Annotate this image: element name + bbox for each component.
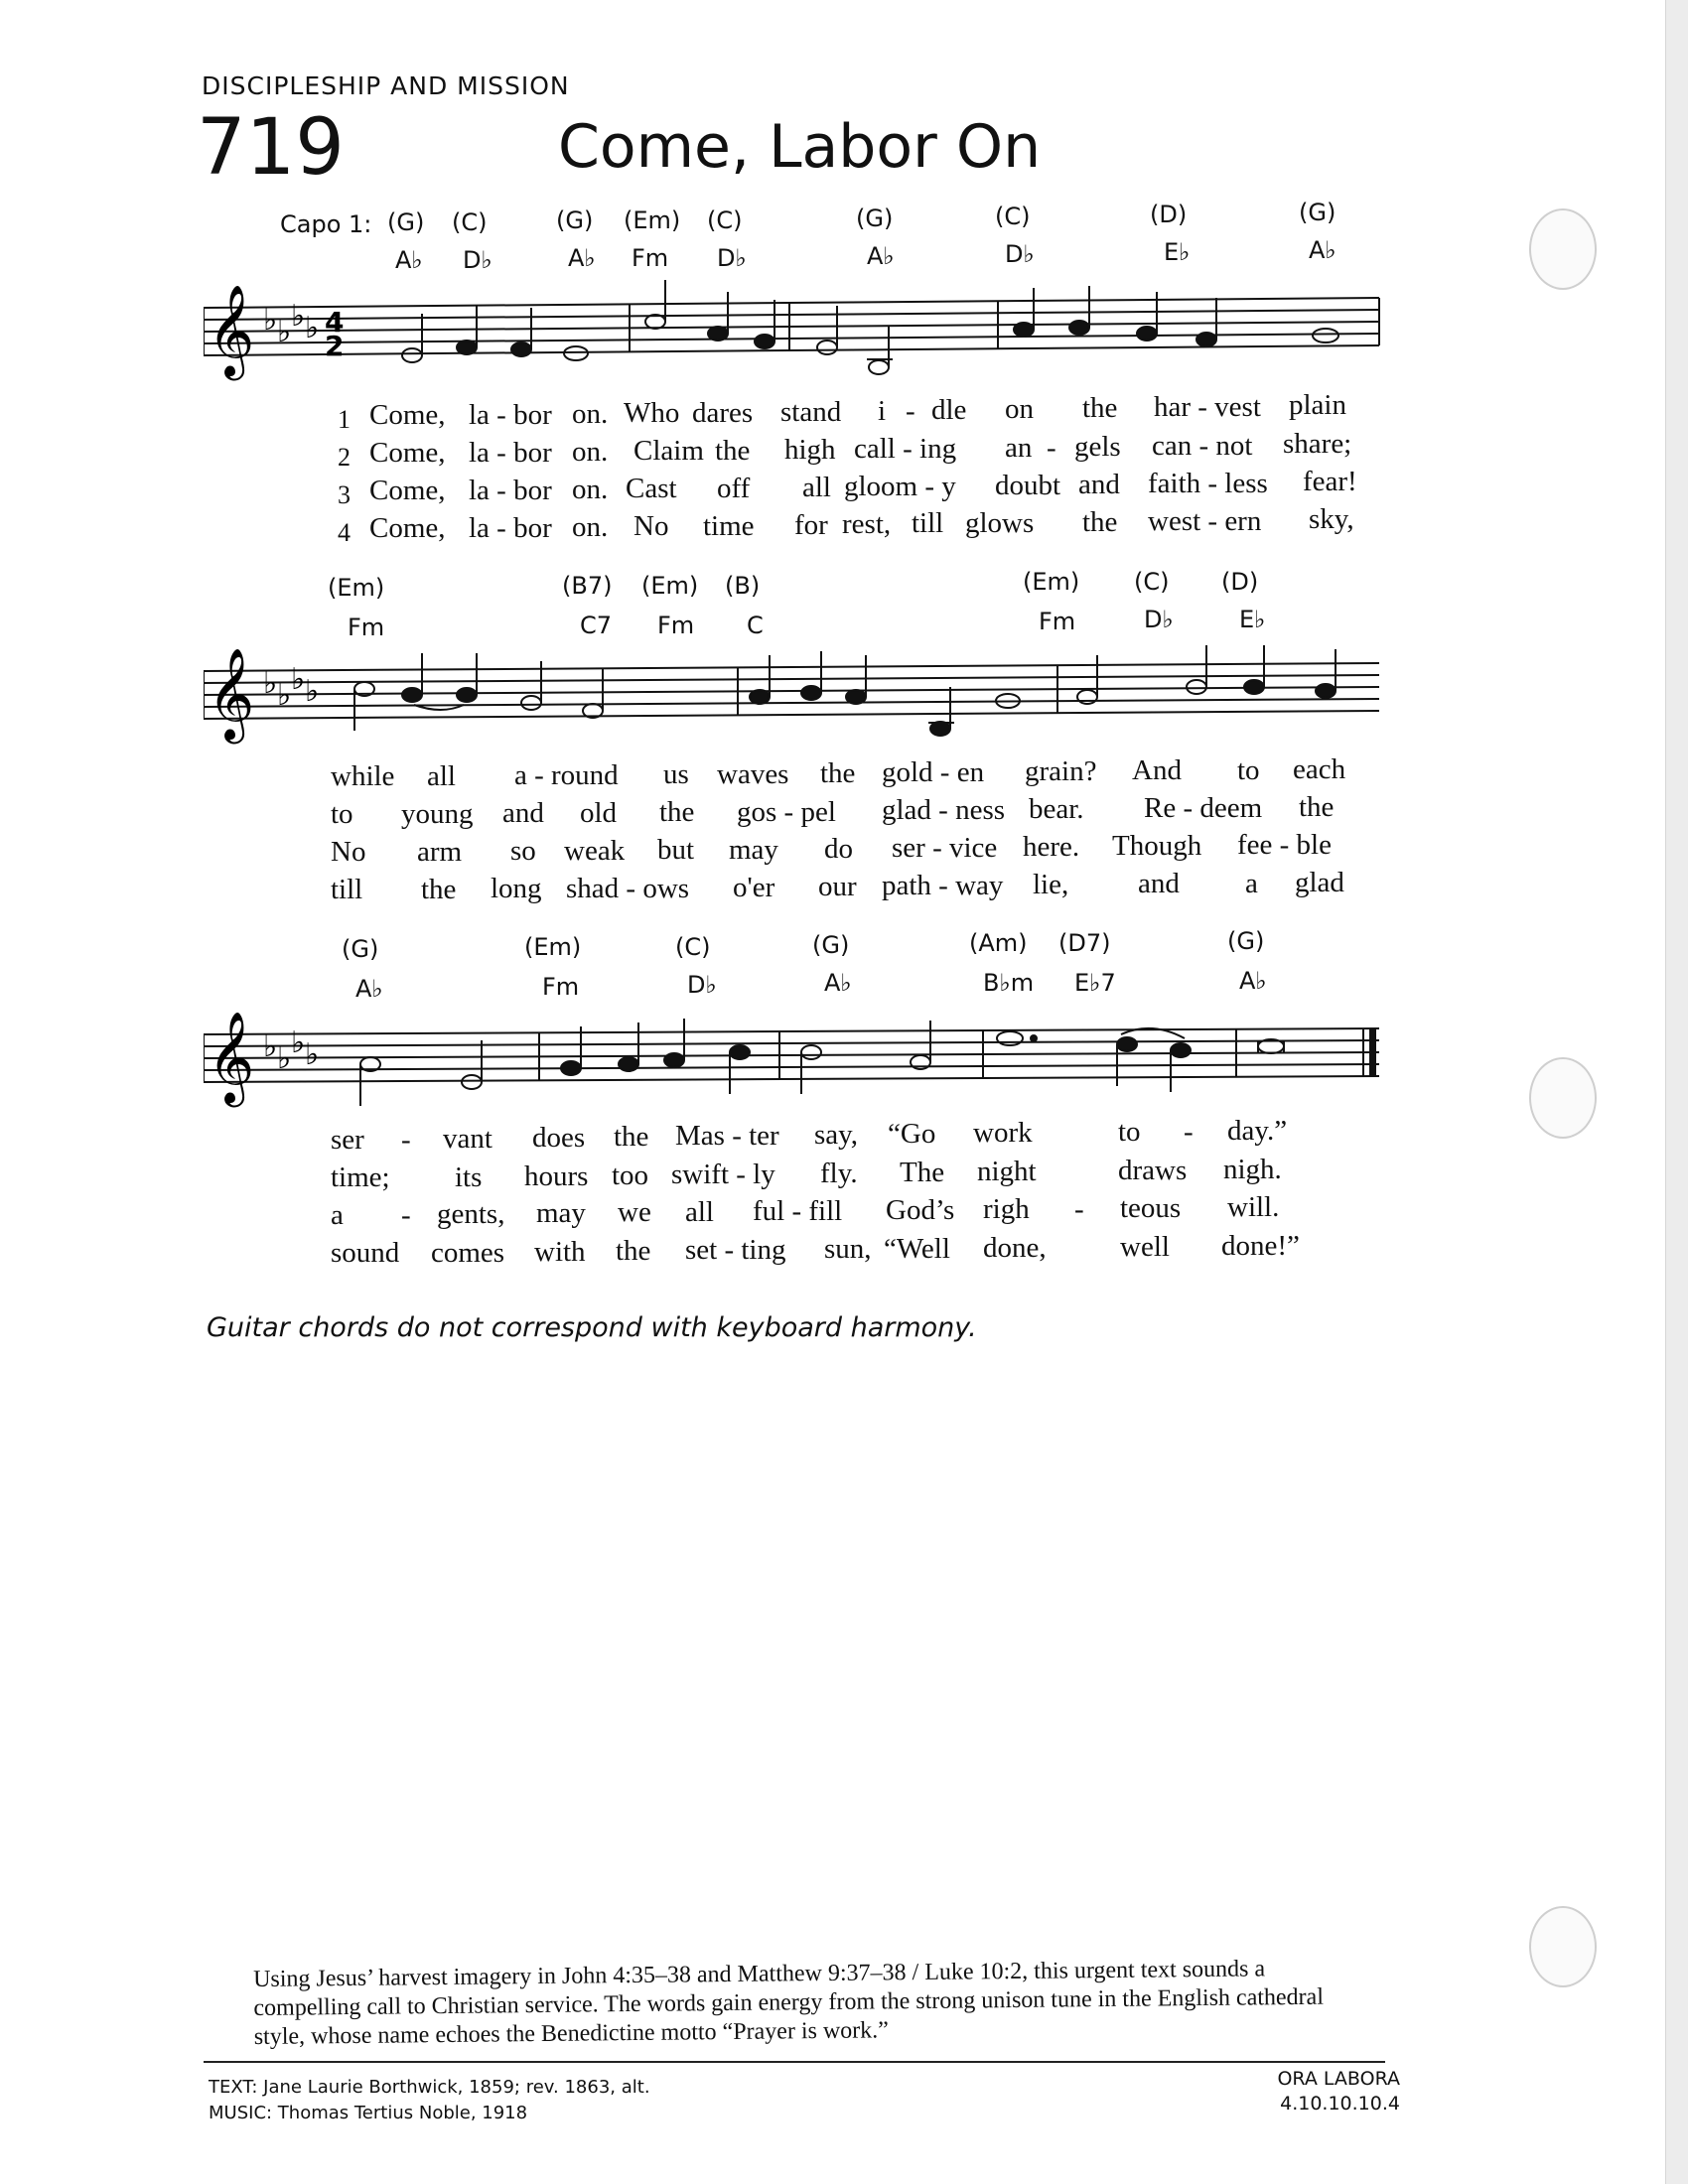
guitar-chord: (C) [1134, 568, 1170, 596]
lyric-syllable: Claim [633, 435, 704, 467]
lyric-syllable: a - round [514, 759, 619, 791]
lyric-syllable: all [427, 760, 456, 792]
lyric-syllable: la - bor [469, 475, 552, 506]
lyric-syllable: dle [931, 394, 967, 426]
lyric-syllable: young [401, 798, 474, 830]
lyric-syllable: the [659, 796, 695, 828]
keyboard-chord: A♭ [395, 246, 423, 274]
lyric-syllable: - [401, 1124, 411, 1156]
lyric-syllable: i [878, 395, 887, 427]
lyric-syllable: lie, [1033, 869, 1069, 900]
lyric-syllable: swift - ly [671, 1159, 775, 1190]
lyric-syllable: har - vest [1154, 391, 1261, 423]
lyric-syllable: nigh. [1223, 1154, 1282, 1185]
lyric-syllable: on. [572, 511, 609, 543]
lyric-syllable: may [536, 1197, 586, 1229]
keyboard-chord: D♭ [717, 244, 747, 272]
verse-number: 3 [338, 480, 351, 509]
lyric-syllable: the [421, 874, 457, 905]
lyric-syllable: doubt [995, 470, 1061, 501]
keyboard-chord: D♭ [1144, 606, 1174, 633]
svg-text:♭: ♭ [263, 666, 278, 701]
guitar-chord: (G) [856, 205, 894, 232]
lyric-syllable: ful - fill [753, 1195, 843, 1227]
lyric-syllable: time; [331, 1161, 390, 1193]
keyboard-chord: E♭7 [1074, 969, 1116, 997]
svg-text:♭: ♭ [291, 1025, 306, 1060]
svg-text:♭: ♭ [291, 299, 306, 334]
lyric-syllable: may [729, 834, 778, 866]
lyric-syllable: glad - ness [882, 794, 1006, 826]
music-staff-3 [204, 995, 1385, 1144]
svg-text:♭: ♭ [305, 311, 320, 345]
keyboard-chord: A♭ [867, 242, 895, 270]
lyric-syllable: we [618, 1196, 651, 1228]
keyboard-chord: E♭ [1239, 606, 1266, 633]
lyric-syllable: fee - ble [1237, 829, 1332, 861]
lyric-syllable: but [657, 834, 695, 866]
lyric-syllable: Re - deem [1144, 792, 1263, 824]
lyric-syllable: old [580, 797, 618, 829]
lyric-syllable: till [331, 874, 363, 905]
lyric-syllable: all [802, 472, 831, 503]
guitar-chord: (G) [812, 931, 850, 959]
keyboard-chord: Fm [1039, 608, 1076, 635]
lyric-syllable: here. [1023, 831, 1080, 863]
lyric-syllable: and [1138, 868, 1180, 899]
lyric-syllable: our [818, 871, 857, 902]
keyboard-chord: A♭ [1309, 236, 1336, 264]
lyric-syllable: shad - ows [566, 873, 690, 904]
lyric-syllable: - [906, 395, 915, 427]
lyric-syllable: weak [564, 835, 626, 867]
svg-text:♭: ♭ [263, 303, 278, 338]
guitar-chord: (B7) [562, 572, 613, 600]
hymn-number: 719 [197, 103, 345, 193]
lyric-syllable: Come, [369, 512, 446, 544]
lyric-syllable: Come, [369, 437, 446, 469]
guitar-chord: (Em) [328, 574, 385, 602]
lyric-syllable: the [820, 757, 856, 789]
lyric-syllable: gold - en [882, 756, 985, 788]
lyric-syllable: a [331, 1199, 344, 1231]
guitar-chord: (G) [556, 206, 594, 234]
lyric-syllable: the [1082, 392, 1118, 424]
tune-name: ORA LABORA [1277, 2068, 1400, 2090]
guitar-chord: (Em) [624, 206, 681, 234]
lyric-syllable: righ [983, 1193, 1030, 1225]
keyboard-chord: C [747, 612, 764, 639]
lyric-syllable: No [331, 836, 366, 868]
lyric-syllable: to [1118, 1116, 1141, 1148]
lyric-syllable: the [614, 1121, 649, 1153]
verse-number: 1 [338, 405, 351, 434]
lyric-syllable: a [1245, 868, 1258, 899]
keyboard-chord: D♭ [1005, 240, 1035, 268]
svg-text:2: 2 [325, 330, 345, 362]
lyric-syllable: while [331, 760, 395, 792]
lyric-syllable: la - bor [469, 399, 552, 431]
guitar-chord: (Em) [524, 933, 582, 961]
guitar-chord: (C) [452, 208, 488, 236]
lyric-syllable: done, [983, 1232, 1047, 1264]
lyric-syllable: night [977, 1156, 1037, 1187]
capo-label: Capo 1: [280, 210, 372, 238]
lyric-syllable: set - ting [685, 1234, 786, 1266]
lyric-syllable: each [1293, 753, 1346, 785]
lyric-syllable: glad [1295, 867, 1344, 898]
binder-hole-top [1529, 208, 1597, 290]
guitar-chord: (B) [725, 572, 761, 600]
lyric-syllable: work [973, 1117, 1033, 1149]
lyric-syllable: us [663, 758, 689, 790]
guitar-chord: (C) [995, 203, 1031, 230]
lyric-syllable: all [685, 1196, 714, 1228]
svg-text:♭: ♭ [277, 1041, 292, 1076]
guitar-chord: (D) [1221, 568, 1259, 596]
verse-number: 4 [338, 518, 351, 547]
keyboard-chord: A♭ [1239, 967, 1267, 995]
verse-number: 2 [338, 443, 351, 472]
lyric-syllable: gloom - y [844, 471, 956, 502]
lyric-syllable: does [532, 1122, 586, 1154]
lyric-syllable: plain [1289, 389, 1346, 421]
lyric-syllable: its [455, 1161, 483, 1193]
svg-text:4: 4 [325, 306, 345, 339]
lyric-syllable: do [824, 833, 853, 865]
lyric-syllable: day.” [1227, 1115, 1288, 1147]
lyric-syllable: sky, [1309, 503, 1354, 535]
lyric-syllable: - [1184, 1116, 1194, 1148]
svg-text:♭: ♭ [305, 674, 320, 709]
lyric-syllable: ser - vice [892, 832, 998, 864]
lyric-syllable: and [502, 797, 544, 829]
lyric-syllable: sun, [824, 1233, 872, 1265]
lyric-syllable: Come, [369, 399, 446, 431]
keyboard-chord: D♭ [463, 246, 492, 274]
lyric-syllable: ser [331, 1124, 364, 1156]
lyric-syllable: grain? [1025, 755, 1097, 787]
lyric-syllable: la - bor [469, 437, 552, 469]
lyric-syllable: And [1132, 754, 1182, 786]
footer-rule [204, 2061, 1385, 2063]
lyric-syllable: gels [1074, 431, 1121, 463]
keyboard-chord: Fm [657, 612, 695, 639]
lyric-syllable: - [401, 1199, 411, 1231]
lyric-syllable: stand [780, 396, 842, 428]
lyric-syllable: path - way [882, 870, 1004, 901]
lyric-syllable: Come, [369, 475, 446, 506]
guitar-chord: (G) [342, 935, 379, 963]
keyboard-chord: A♭ [824, 969, 852, 997]
lyric-syllable: draws [1118, 1155, 1188, 1186]
lyric-syllable: well [1120, 1231, 1170, 1263]
lyric-syllable: gos - pel [737, 796, 836, 828]
keyboard-chord: B♭m [983, 969, 1035, 997]
lyric-syllable: “Go [888, 1118, 936, 1150]
lyric-syllable: done!” [1221, 1230, 1300, 1262]
keyboard-chord: A♭ [568, 244, 596, 272]
lyric-syllable: the [1082, 506, 1118, 538]
guitar-chord: (G) [387, 208, 425, 236]
lyric-syllable: to [1237, 754, 1260, 786]
tune-info [1277, 2067, 1400, 2116]
lyric-syllable: high [784, 434, 836, 466]
lyric-syllable: gents, [437, 1198, 505, 1230]
text-credit: TEXT: Jane Laurie Borthwick, 1859; rev. 1863, alt. [209, 2077, 650, 2098]
hymn-title: Come, Labor On [558, 112, 1042, 182]
lyric-syllable: west - ern [1148, 505, 1262, 537]
lyric-syllable: o'er [733, 872, 775, 903]
keyboard-chord: Fm [632, 244, 669, 272]
lyric-syllable: on [1005, 393, 1034, 425]
svg-text:♭: ♭ [291, 662, 306, 697]
lyric-syllable: vant [443, 1123, 492, 1155]
lyric-syllable: dares [692, 397, 754, 429]
keyboard-chord: Fm [542, 973, 580, 1001]
page-edge [1665, 0, 1688, 2184]
keyboard-chord: A♭ [355, 975, 383, 1003]
lyric-syllable: so [510, 835, 536, 867]
music-credit: MUSIC: Thomas Tertius Noble, 1918 [209, 2103, 528, 2123]
lyric-syllable: too [612, 1160, 649, 1191]
lyric-syllable: Who [624, 397, 680, 429]
guitar-chord: (D) [1150, 201, 1188, 228]
guitar-chord: (Em) [1023, 568, 1080, 596]
keyboard-chord: D♭ [687, 971, 717, 999]
lyric-syllable: an [1005, 432, 1033, 464]
keyboard-chord: E♭ [1164, 238, 1191, 266]
lyric-syllable: and [1078, 469, 1120, 500]
guitar-chord-footnote: Guitar chords do not correspond with keyboard harmony. [207, 1312, 977, 1343]
lyric-syllable: fear! [1303, 466, 1357, 497]
binder-hole-middle [1529, 1057, 1597, 1139]
keyboard-chord: Fm [348, 614, 385, 641]
lyric-syllable: share; [1283, 428, 1352, 460]
svg-text:𝄞: 𝄞 [208, 284, 255, 376]
lyric-syllable: on. [572, 398, 609, 430]
guitar-chord: (D7) [1058, 929, 1111, 957]
lyric-syllable: bear. [1029, 793, 1084, 825]
binder-hole-bottom [1529, 1906, 1597, 1987]
lyric-syllable: will. [1227, 1191, 1280, 1223]
tune-meter: 4.10.10.10.4 [1280, 2093, 1400, 2115]
lyric-syllable: waves [717, 758, 789, 790]
lyric-syllable: call - ing [854, 433, 957, 465]
music-staff-2 [204, 631, 1385, 780]
lyric-syllable: hours [524, 1160, 589, 1192]
svg-text:♭: ♭ [305, 1037, 320, 1072]
lyric-syllable: arm [417, 836, 463, 868]
guitar-chord: (C) [707, 206, 743, 234]
svg-text:♭: ♭ [277, 678, 292, 713]
lyric-syllable: Cast [626, 473, 677, 504]
lyric-syllable: glows [965, 507, 1035, 539]
lyric-syllable: - [1074, 1193, 1084, 1225]
lyric-syllable: God’s [886, 1194, 955, 1226]
lyric-syllable: teous [1120, 1192, 1182, 1224]
lyric-syllable: - [1047, 432, 1056, 464]
hymn-commentary: Using Jesus’ harvest imagery in John 4:35–38 and Matthew 9:37–38 / Luke 10:2, this urgent text sounds a compelling call to Christian service. The words gain energy from the strong unison tune in the English cathedral style, whose name echoes the Benedictine motto “Prayer is work.” [253, 1956, 1325, 2050]
credits [209, 2075, 650, 2126]
lyric-syllable: Though [1112, 830, 1202, 862]
svg-text:𝄞: 𝄞 [208, 647, 255, 740]
lyric-syllable: can - not [1152, 430, 1253, 462]
guitar-chord: (Em) [641, 572, 699, 600]
lyric-syllable: fly. [820, 1158, 858, 1189]
lyric-syllable: off [717, 473, 751, 504]
section-label: DISCIPLESHIP AND MISSION [202, 71, 570, 100]
lyric-syllable: sound [331, 1237, 400, 1269]
svg-text:𝄞: 𝄞 [208, 1011, 255, 1103]
lyric-syllable: on. [572, 436, 609, 468]
lyric-syllable: the [616, 1235, 651, 1267]
guitar-chord: (C) [675, 933, 711, 961]
lyric-syllable: till [912, 507, 944, 539]
lyric-syllable: comes [431, 1237, 505, 1269]
lyric-syllable: for [794, 509, 828, 541]
lyric-syllable: No [633, 510, 669, 542]
lyric-syllable: “Well [884, 1233, 950, 1265]
lyric-syllable: say, [814, 1119, 859, 1151]
keyboard-chord: C7 [580, 612, 613, 639]
lyric-syllable: The [900, 1157, 945, 1188]
lyric-syllable: rest, [842, 508, 892, 540]
svg-text:♭: ♭ [263, 1029, 278, 1064]
lyric-syllable: la - bor [469, 512, 552, 544]
lyric-syllable: to [331, 798, 353, 830]
guitar-chord: (G) [1227, 927, 1265, 955]
lyric-syllable: faith - less [1148, 468, 1268, 499]
lyric-syllable: the [1299, 791, 1335, 823]
lyric-syllable: on. [572, 474, 609, 505]
guitar-chord: (Am) [969, 929, 1028, 957]
lyric-syllable: time [703, 510, 755, 542]
lyric-syllable: Mas - ter [675, 1120, 779, 1152]
guitar-chord: (G) [1299, 199, 1336, 226]
lyric-syllable: with [534, 1236, 586, 1268]
lyric-syllable: long [491, 873, 542, 904]
svg-text:♭: ♭ [277, 315, 292, 349]
lyric-syllable: the [715, 435, 751, 467]
